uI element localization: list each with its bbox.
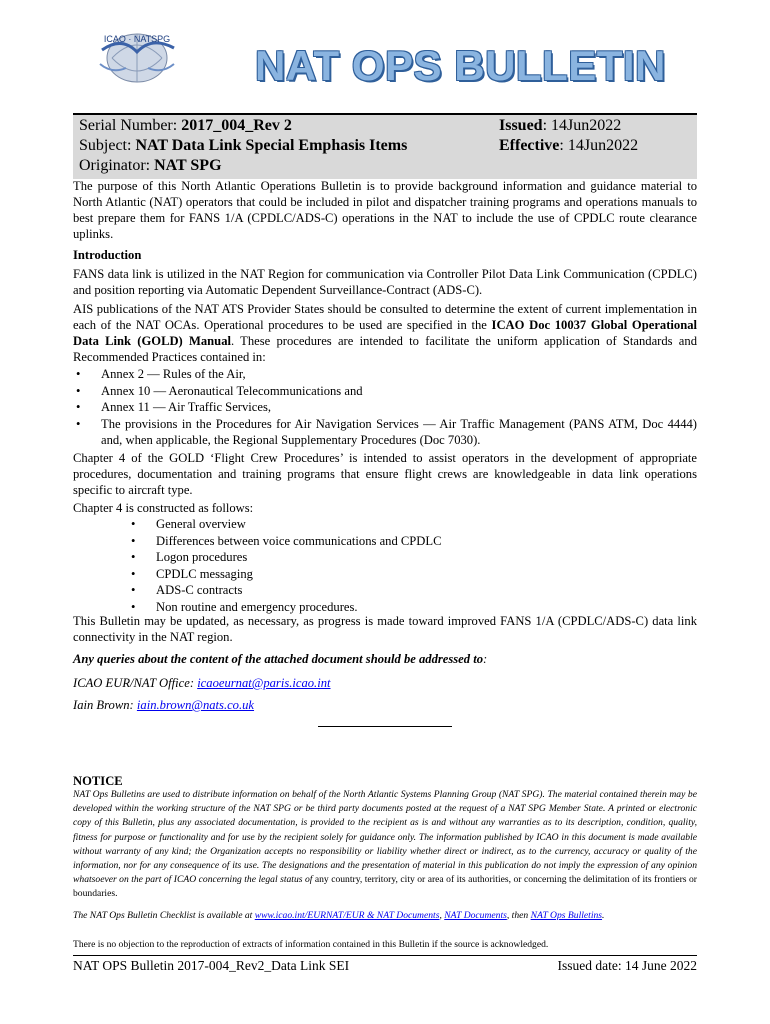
- intro-paragraph-3: Chapter 4 of the GOLD ‘Flight Crew Procedures’ is intended to assist operators in the development of appropriate procedures, documentation and training programs that ensure flight crews are knowledgeable in data link operations specific to aircraft type.: [73, 451, 697, 497]
- person-email-link[interactable]: iain.brown@nats.co.uk: [136, 698, 255, 712]
- icao-office-contact: [73, 675, 697, 691]
- annex-list: [73, 366, 697, 449]
- list-item: • Annex 2 — Rules of the Air,: [76, 367, 246, 381]
- list-item: • Differences between voice communications and CPDLC: [131, 533, 442, 548]
- list-item: • Annex 11 — Air Traffic Services,: [76, 400, 271, 414]
- gold-manual-reference: ICAO Doc 10037 Global Operational Data Link (GOLD) Manual: [73, 318, 697, 348]
- intro-paragraph-1: FANS data link is utilized in the NAT Region for communication via Controller Pilot Data Link Communication (CPDLC) and position reporting via Automatic Dependent Surveillance-Contract (ADS-C).: [73, 267, 697, 297]
- originator-line: [79, 157, 222, 175]
- notice-text: [73, 788, 697, 902]
- originator-label: Originator:: [79, 157, 155, 174]
- intro-p2-text-a: AIS publications of the NAT ATS Provider States should be consulted to determine the extent of current implementation in each of the NAT OCAs. Operational procedures to be used are specified in the: [73, 302, 697, 332]
- issued-label: Issued: [499, 117, 543, 134]
- serial-number-line: [79, 117, 292, 135]
- reproduction-note: There is no objection to the reproduction of extracts of information contained in this Bulletin if the source is acknowledged.: [73, 939, 549, 950]
- annex-item-text: The provisions in the Procedures for Air Navigation Services — Air Traffic Management (PANS ATM, Doc 4444) and, when applicable, the Regional Supplementary Procedures (Doc 7030).: [101, 416, 697, 447]
- queries-text: Any queries about the content of the attached document should be addressed to: [73, 652, 484, 666]
- annex-item-text: Annex 2 — Rules of the Air,: [101, 367, 246, 381]
- nat-documents-link[interactable]: NAT Documents: [444, 910, 507, 921]
- nat-ops-bulletins-link[interactable]: NAT Ops Bulletins: [530, 910, 603, 921]
- list-item: • Logon procedures: [131, 550, 248, 564]
- person-label: Iain Brown:: [73, 698, 137, 712]
- checklist-text: The NAT Ops Bulletin Checklist is available at: [73, 910, 255, 921]
- list-item: • General overview: [131, 517, 246, 531]
- checklist-sep-2: , then: [506, 910, 531, 921]
- effective-label: Effective: [499, 137, 560, 154]
- effective-value: : 14Jun2022: [559, 137, 639, 154]
- list-item: • CPDLC messaging: [131, 566, 253, 581]
- list-item: • ADS-C contracts: [131, 583, 243, 597]
- subject-line: [79, 137, 407, 155]
- originator-value: NAT SPG: [154, 157, 222, 174]
- chapter-item-text: ADS-C contracts: [156, 583, 243, 597]
- annex-item-text: Annex 10 — Aeronautical Telecommunications and: [101, 383, 363, 398]
- footer-rule: [73, 955, 697, 956]
- intro-paragraph-2: [73, 301, 697, 365]
- page-title: NAT OPS BULLETIN: [255, 42, 666, 89]
- purpose-paragraph: The purpose of this North Atlantic Operations Bulletin is to provide background information and guidance material to North Atlantic (NAT) operators that could be included in pilot and dispatcher training programs and operations manuals to best prepare them for FANS 1/A (CPDLC/ADS-C) operations in the NAT to include the use of CPDLC route clearance uplinks.: [73, 179, 697, 241]
- footer-document-id: NAT OPS Bulletin 2017-004_Rev2_Data Link SEI: [73, 958, 350, 973]
- chapter-item-text: Non routine and emergency procedures.: [156, 599, 358, 614]
- queries-colon: :: [483, 652, 488, 666]
- notice-upright-text: any country, territory, city or area of its authorities, or concerning the delimitation of its frontiers or boundaries.: [73, 874, 697, 900]
- chapter-item-text: General overview: [156, 517, 246, 531]
- subject-value: NAT Data Link Special Emphasis Items: [135, 137, 408, 154]
- chapter-item-text: Logon procedures: [156, 550, 248, 564]
- notice-title: NOTICE: [73, 774, 123, 788]
- logo-text: ICAO · NATSPG: [103, 34, 171, 44]
- section-divider: [318, 726, 452, 727]
- list-item: • Annex 10 — Aeronautical Telecommunications and: [76, 383, 363, 398]
- footer-issued-date: Issued date: 14 June 2022: [557, 958, 697, 973]
- issued-line: [499, 117, 621, 135]
- checklist-end: .: [602, 910, 605, 921]
- serial-value: 2017_004_Rev 2: [181, 117, 292, 134]
- checklist-note: [73, 909, 697, 923]
- list-item: • Non routine and emergency procedures.: [131, 599, 358, 614]
- chapter-item-text: Differences between voice communications and CPDLC: [156, 533, 442, 548]
- bulletin-header-box: [73, 113, 697, 179]
- chapter-4-list: [128, 516, 688, 615]
- list-item: • The provisions in the Procedures for Air Navigation Services — Air Traffic Management (PANS ATM, Doc 4444) and, when applicable, the Regional Supplementary Procedures (Doc 7030).: [76, 416, 697, 447]
- notice-italic-text: NAT Ops Bulletins are used to distribute information on behalf of the North Atlantic Systems Planning Group (NAT SPG). The material contained therein may be developed within the working structure of the NAT SPG or be third party documents posted at the request of a NAT SPG Member State. A printed or electronic copy of this Bulletin, plus any associated documentation, is provided to the recipient as is and without any warranties as to its description, condition, quality, fitness for purpose or functionality and for use by the recipient solely for guidance only. The information published by ICAO in this document is made available without warranty of any kind; the Organization accepts no responsibility or liability whether direct or indirect, as to the currency, accuracy or quality of the information, nor for any consequence of its use. The designations and the presentation of material in this publication do not imply the expression of any opinion whatsoever on the part of ICAO concerning the legal status of: [73, 789, 697, 886]
- annex-item-text: Annex 11 — Air Traffic Services,: [101, 400, 271, 414]
- iain-brown-contact: [73, 697, 697, 713]
- office-label: ICAO EUR/NAT Office:: [73, 676, 198, 690]
- introduction-heading: Introduction: [73, 248, 142, 262]
- eurnat-documents-link[interactable]: www.icao.int/EURNAT/EUR & NAT Documents: [254, 910, 440, 921]
- serial-label: Serial Number:: [79, 117, 182, 134]
- issued-value: : 14Jun2022: [542, 117, 622, 134]
- office-email-link[interactable]: icaoeurnat@paris.icao.int: [197, 676, 331, 690]
- chapter-item-text: CPDLC messaging: [156, 566, 253, 581]
- intro-paragraph-4: Chapter 4 is constructed as follows:: [73, 501, 254, 515]
- intro-p2-text-b: . These procedures are intended to facilitate the uniform application of Standards and Recommended Practices contained in:: [73, 334, 697, 364]
- intro-paragraph-5: This Bulletin may be updated, as necessary, as progress is made toward improved FANS 1/A (CPDLC/ADS-C) data link connectivity in the NAT region.: [73, 614, 697, 644]
- subject-label: Subject:: [79, 137, 136, 154]
- queries-line: [73, 651, 697, 667]
- icao-natspg-logo: [82, 22, 192, 92]
- effective-line: [499, 137, 638, 155]
- checklist-sep-1: ,: [439, 910, 445, 921]
